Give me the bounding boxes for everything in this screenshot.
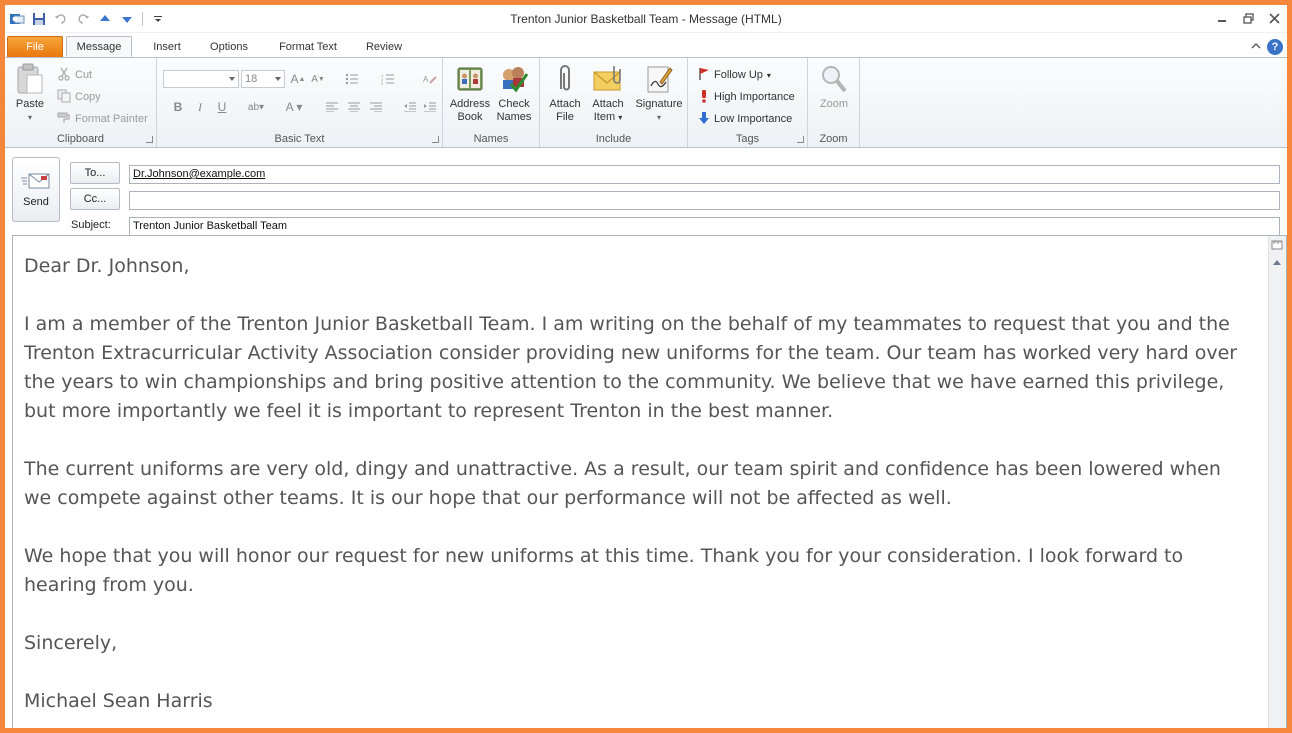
tab-message[interactable]: Message [66, 36, 132, 57]
clipboard-launcher-icon[interactable] [146, 136, 153, 143]
subject-label: Subject: [71, 219, 111, 231]
tabs-right-controls [1251, 39, 1283, 55]
signature-button[interactable]: Signature ▾ [632, 63, 686, 124]
cc-field[interactable] [129, 191, 1280, 210]
subject-field[interactable]: Trenton Junior Basketball Team [129, 217, 1280, 236]
to-recipient[interactable]: Dr.Johnson@example.com [133, 168, 266, 180]
align-center-icon[interactable] [345, 98, 363, 116]
cc-button[interactable]: Cc... [70, 188, 120, 210]
paste-button[interactable]: Paste ▾ [11, 63, 49, 124]
zoom-button[interactable]: Zoom [814, 63, 854, 111]
paperclip-icon [549, 63, 581, 95]
low-importance-button[interactable]: Low Importance [698, 110, 792, 128]
italic-icon[interactable]: I [198, 99, 202, 114]
check-names-button[interactable]: Check Names [493, 63, 535, 124]
window-controls [1209, 9, 1287, 27]
body-paragraph-1: I am a member of the Trenton Junior Basketball Team. I am writing on the behalf of my teammates to request that you and the Trenton Extracurricular Activity Association consider providing new uniforms for the team. Our team has worked very hard over the years to win championships and bring positive attention to the community. We believe that we have earned this privilege, but more importantly we feel it is important to represent Trenton in the best manner. [24, 313, 1238, 422]
cut-button[interactable]: Cut [57, 66, 92, 84]
tab-insert[interactable]: Insert [153, 40, 181, 53]
svg-text:A: A [423, 75, 429, 84]
increase-indent-icon[interactable] [421, 98, 439, 116]
paste-dropdown-arrow: ▾ [27, 113, 32, 122]
vertical-scrollbar[interactable] [1268, 236, 1286, 728]
names-group [443, 58, 540, 147]
basic-text-group-label: Basic Text [274, 133, 325, 145]
tab-format-text[interactable]: Format Text [279, 40, 337, 53]
address-book-button[interactable]: Address Book [447, 63, 493, 124]
message-body-text[interactable] [24, 252, 1249, 728]
include-group-label: Include [595, 133, 632, 145]
close-icon[interactable] [1261, 9, 1287, 27]
align-right-icon[interactable] [367, 98, 385, 116]
tags-group [688, 58, 808, 147]
body-paragraph-3: We hope that you will honor our request for new uniforms at this time. Thank you for your consideration. I look forward to hearing from you. [24, 545, 1184, 596]
basic-text-group [157, 58, 443, 147]
font-name-combo[interactable] [163, 70, 239, 88]
magnifier-icon [818, 63, 850, 95]
to-field[interactable] [129, 165, 1280, 184]
numbering-icon[interactable] [379, 70, 397, 88]
greeting: Dear Dr. Johnson, [24, 255, 190, 277]
names-group-label: Names [473, 133, 509, 145]
attach-file-button[interactable]: Attach File [546, 63, 584, 124]
paintbrush-icon [57, 111, 71, 128]
copy-button[interactable]: Copy [57, 88, 101, 106]
message-header [5, 149, 1287, 237]
scroll-up-icon[interactable] [1269, 254, 1285, 270]
exclamation-icon [698, 89, 710, 106]
basic-text-launcher-icon[interactable] [432, 136, 439, 143]
align-left-icon[interactable] [323, 98, 341, 116]
minimize-icon[interactable] [1209, 9, 1235, 27]
attach-item-dropdown-arrow: ▾ [618, 113, 623, 122]
closing: Sincerely, [24, 632, 118, 654]
highlight-icon[interactable]: ab▾ [247, 101, 265, 113]
compose-window [5, 5, 1287, 728]
font-color-icon[interactable]: A ▾ [285, 100, 303, 114]
body-paragraph-2: The current uniforms are very old, dingy and unattractive. As a result, our team spirit and confidence has been lowered when we compete against other teams. It is our hope that our performance will not be affected as well. [24, 458, 1221, 509]
bold-icon[interactable]: B [173, 100, 183, 114]
flag-icon [698, 67, 710, 84]
collapse-ribbon-icon[interactable] [1251, 41, 1261, 53]
tags-launcher-icon[interactable] [797, 136, 804, 143]
ribbon [5, 57, 1287, 148]
address-book-icon [454, 63, 486, 95]
zoom-group-label: Zoom [819, 133, 848, 145]
help-icon[interactable]: ? [1267, 39, 1283, 55]
shrink-font-icon[interactable]: A ▼ [311, 73, 325, 85]
window-title: Trenton Junior Basketball Team - Message (HTML) [510, 12, 782, 26]
font-size-combo[interactable]: 18 [241, 70, 285, 88]
message-body[interactable] [12, 235, 1287, 728]
envelope-icon [592, 63, 624, 95]
include-group [540, 58, 688, 147]
svg-text:1: 1 [381, 73, 384, 78]
tab-review[interactable]: Review [365, 40, 403, 53]
follow-up-button[interactable]: Follow Up ▾ [698, 66, 771, 84]
format-painter-button[interactable]: Format Painter [57, 110, 148, 128]
check-names-icon [498, 63, 530, 95]
signature-dropdown-arrow: ▾ [656, 113, 661, 122]
clipboard-group [5, 58, 157, 147]
high-importance-button[interactable]: High Importance [698, 88, 795, 106]
scissors-icon [57, 67, 71, 84]
clipboard-group-label: Clipboard [56, 133, 105, 145]
underline-icon[interactable]: U [217, 100, 227, 114]
ribbon-tabs [5, 33, 1287, 57]
to-button[interactable]: To... [70, 162, 120, 184]
send-envelope-icon [21, 172, 51, 193]
copy-icon [57, 89, 71, 106]
signature-icon [643, 63, 675, 95]
tab-file[interactable]: File [7, 36, 63, 57]
ruler-toggle-icon[interactable] [1269, 237, 1285, 253]
follow-up-dropdown-arrow: ▾ [766, 70, 771, 80]
send-button[interactable]: Send [12, 157, 60, 222]
svg-text:2: 2 [381, 77, 384, 82]
clipboard-icon [14, 63, 46, 95]
svg-text:3: 3 [381, 81, 384, 85]
zoom-group [808, 58, 860, 147]
tags-group-label: Tags [735, 133, 760, 145]
title-bar [5, 5, 1287, 33]
signature-line: Michael Sean Harris [24, 690, 213, 712]
restore-icon[interactable] [1235, 9, 1261, 27]
low-arrow-icon [698, 111, 710, 128]
grow-font-icon[interactable]: A ▲ [290, 72, 306, 86]
tab-options[interactable]: Options [210, 40, 248, 53]
decrease-indent-icon[interactable] [401, 98, 419, 116]
bullets-icon[interactable] [343, 70, 361, 88]
clear-format-icon[interactable] [421, 70, 439, 88]
attach-item-button[interactable]: Attach Item ▾ [588, 63, 628, 124]
